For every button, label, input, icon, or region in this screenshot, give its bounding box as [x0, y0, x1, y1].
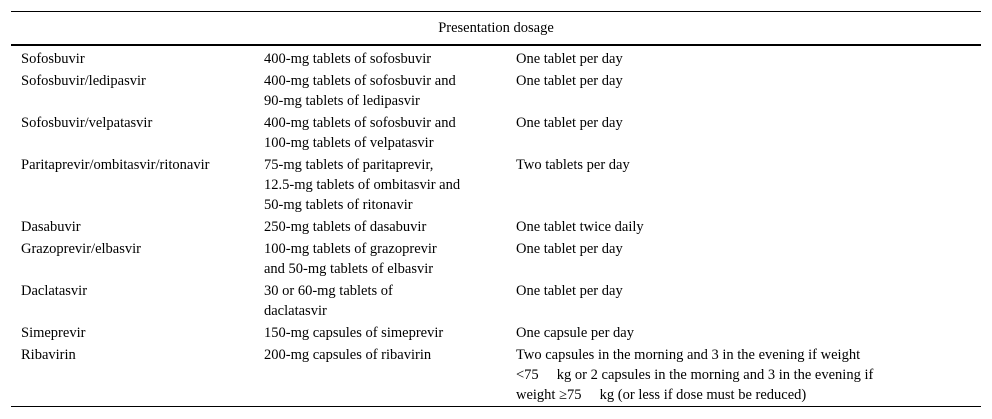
table-row [11, 216, 981, 238]
dosage-cell [516, 280, 981, 322]
dosage-cell [516, 238, 981, 280]
dosage-line: One capsule per day [516, 325, 634, 341]
dosage-table-container [11, 11, 981, 407]
header-row [11, 12, 981, 45]
presentation-line: 150-mg capsules of simeprevir [264, 325, 444, 341]
table-row [11, 45, 981, 70]
table-row [11, 154, 981, 216]
dosage-line: One tablet per day [516, 283, 623, 299]
dosage-cell [516, 70, 981, 112]
dosage-line: One tablet per day [516, 115, 623, 131]
drug-name-cell: Dasabuvir [21, 219, 81, 235]
presentation-line: 100-mg tablets of grazoprevir [264, 241, 437, 257]
presentation-line: daclatasvir [264, 303, 327, 319]
drug-name-cell: Grazoprevir/elbasvir [21, 241, 141, 257]
table-row [11, 70, 981, 112]
dosage-cell [516, 216, 981, 238]
drug-name-cell: Paritaprevir/ombitasvir/ritonavir [21, 157, 210, 173]
presentation-line: 400-mg tablets of sofosbuvir [264, 51, 432, 67]
drug-name-cell: Simeprevir [21, 325, 86, 341]
dosage-line: One tablet per day [516, 51, 623, 67]
table-row [11, 322, 981, 344]
presentation-line: 400-mg tablets of sofosbuvir and [264, 73, 456, 89]
table-body [11, 45, 981, 407]
presentation-line: 250-mg tablets of dasabuvir [264, 219, 427, 235]
presentation-cell [264, 45, 516, 70]
drug-name-cell: Daclatasvir [21, 283, 88, 299]
dosage-line: One tablet per day [516, 241, 623, 257]
dosage-line: One tablet twice daily [516, 219, 644, 235]
table-row [11, 112, 981, 154]
dosage-line: One tablet per day [516, 73, 623, 89]
dosage-table [11, 11, 981, 407]
table-row [11, 344, 981, 407]
presentation-cell [264, 216, 516, 238]
presentation-line: 200-mg capsules of ribavirin [264, 347, 432, 363]
presentation-cell [264, 280, 516, 322]
presentation-line: and 50-mg tablets of elbasvir [264, 261, 434, 277]
presentation-cell [264, 112, 516, 154]
presentation-cell [264, 322, 516, 344]
dosage-line: weight ≥75 kg (or less if dose must be reduced) [516, 387, 807, 403]
presentation-line: 400-mg tablets of sofosbuvir and [264, 115, 456, 131]
drug-name-cell: Sofosbuvir/ledipasvir [21, 73, 146, 89]
dosage-cell [516, 344, 981, 407]
dosage-line: <75 kg or 2 capsules in the morning and 3 in the evening if [516, 367, 874, 383]
presentation-line: 90-mg tablets of ledipasvir [264, 93, 420, 109]
drug-name-cell: Sofosbuvir [21, 51, 85, 67]
dosage-line: Two tablets per day [516, 157, 630, 173]
dosage-line: Two capsules in the morning and 3 in the evening if weight [516, 347, 861, 363]
presentation-cell [264, 70, 516, 112]
table-header: Presentation dosage [11, 12, 981, 45]
presentation-cell [264, 238, 516, 280]
drug-name-cell: Ribavirin [11, 344, 264, 407]
presentation-cell [264, 154, 516, 216]
dosage-cell [516, 45, 981, 70]
presentation-cell [264, 344, 516, 407]
table-row [11, 238, 981, 280]
presentation-line: 30 or 60-mg tablets of [264, 283, 393, 299]
presentation-line: 100-mg tablets of velpatasvir [264, 135, 434, 151]
presentation-line: 50-mg tablets of ritonavir [264, 197, 413, 213]
dosage-cell [516, 112, 981, 154]
dosage-cell [516, 322, 981, 344]
drug-name-cell: Sofosbuvir/velpatasvir [21, 115, 153, 131]
table-row [11, 280, 981, 322]
dosage-cell [516, 154, 981, 216]
presentation-line: 75-mg tablets of paritaprevir, [264, 157, 434, 173]
presentation-line: 12.5-mg tablets of ombitasvir and [264, 177, 461, 193]
